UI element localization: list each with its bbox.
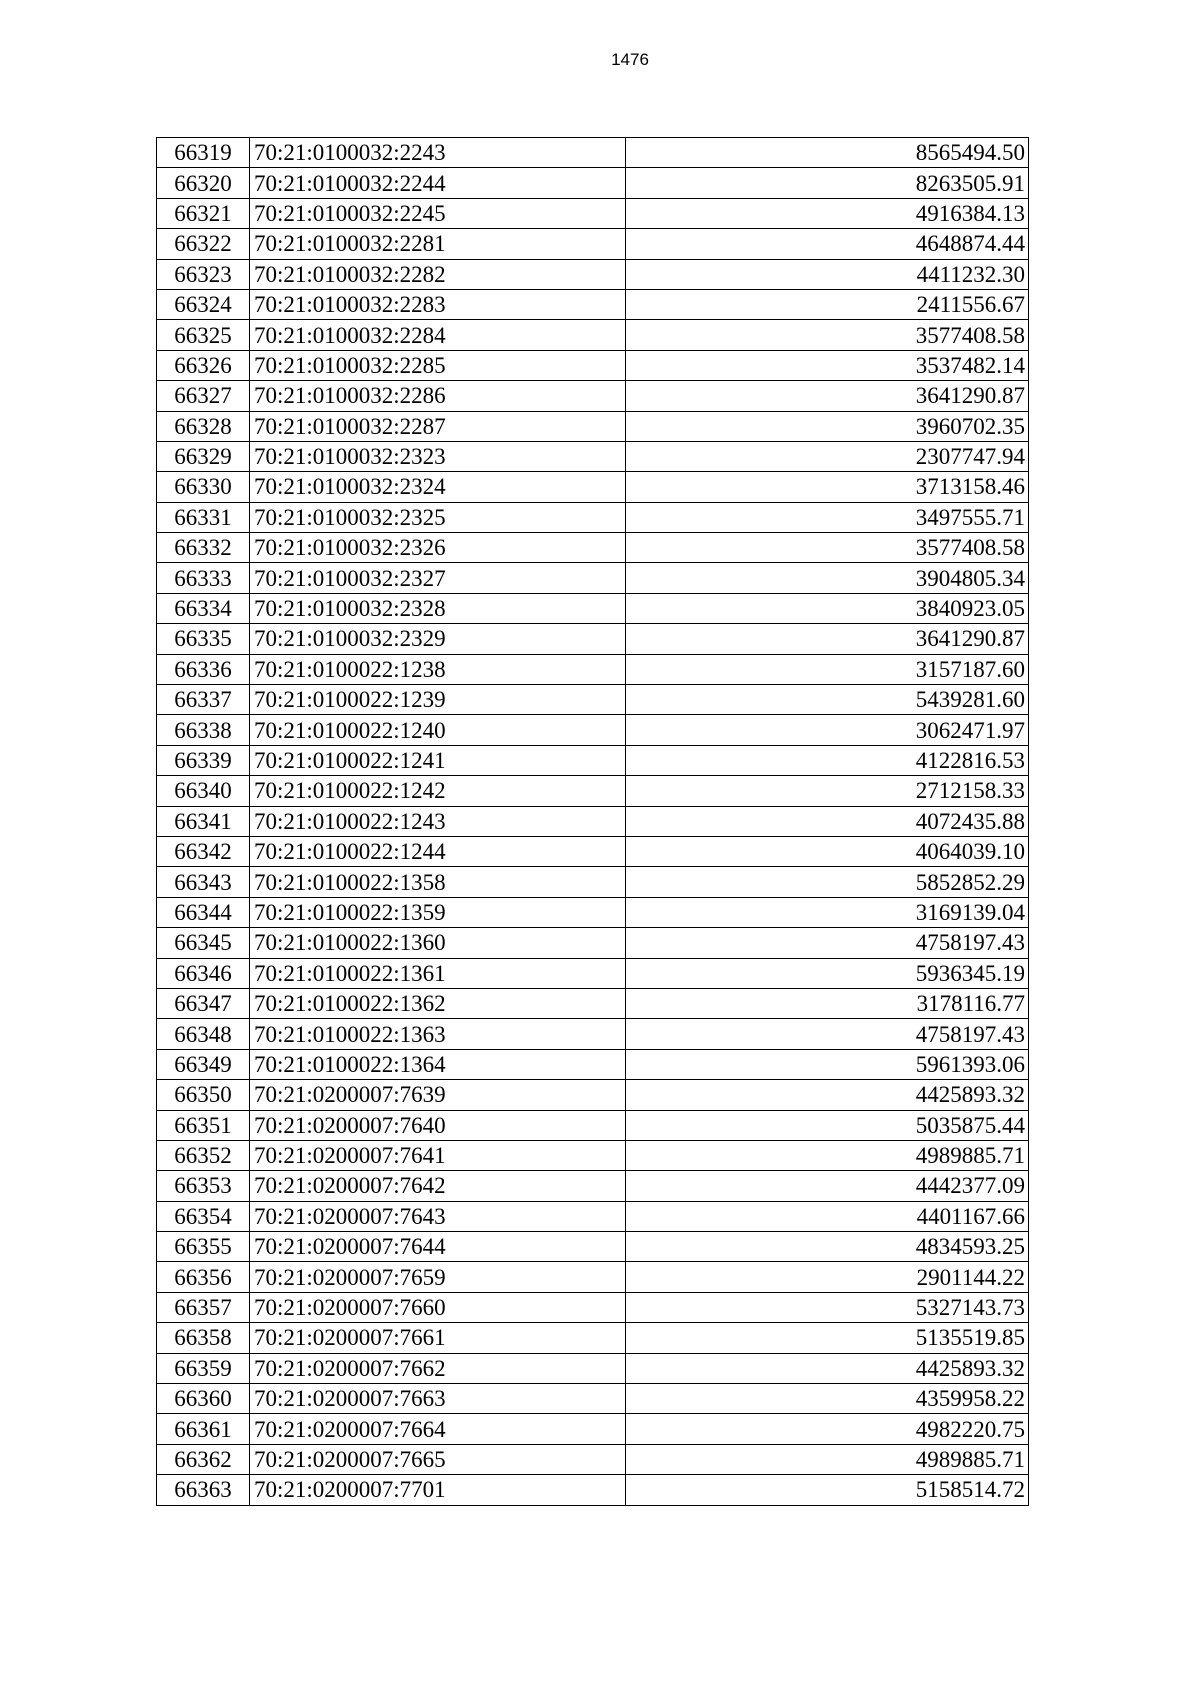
cadastral-number-cell: 70:21:0100032:2244: [250, 168, 626, 198]
cadastral-number-cell: 70:21:0200007:7701: [250, 1475, 626, 1505]
cadastral-number-cell: 70:21:0100022:1238: [250, 654, 626, 684]
table-row: [157, 502, 1029, 532]
value-cell: 3713158.46: [626, 472, 1029, 502]
cadastral-number-cell: 70:21:0200007:7644: [250, 1232, 626, 1262]
row-number-cell: 66363: [157, 1475, 250, 1505]
table-row: [157, 988, 1029, 1018]
row-number-cell: 66344: [157, 897, 250, 927]
value-cell: 2411556.67: [626, 289, 1029, 319]
value-cell: 4359958.22: [626, 1384, 1029, 1414]
table-row: [157, 1049, 1029, 1079]
row-number-cell: 66339: [157, 745, 250, 775]
table-row: [157, 654, 1029, 684]
cadastral-number-cell: 70:21:0100032:2328: [250, 593, 626, 623]
cadastral-number-cell: 70:21:0100032:2284: [250, 320, 626, 350]
table-row: [157, 1080, 1029, 1110]
cadastral-number-cell: 70:21:0100022:1364: [250, 1049, 626, 1079]
table-row: [157, 320, 1029, 350]
value-cell: 3577408.58: [626, 320, 1029, 350]
cadastral-number-cell: 70:21:0100022:1360: [250, 928, 626, 958]
table-row: [157, 1262, 1029, 1292]
row-number-cell: 66352: [157, 1140, 250, 1170]
row-number-cell: 66321: [157, 198, 250, 228]
table-row: [157, 350, 1029, 380]
table-row: [157, 685, 1029, 715]
table-row: [157, 381, 1029, 411]
table-row: [157, 1353, 1029, 1383]
cadastral-number-cell: 70:21:0100032:2286: [250, 381, 626, 411]
cadastral-number-cell: 70:21:0200007:7662: [250, 1353, 626, 1383]
value-cell: 5961393.06: [626, 1049, 1029, 1079]
cadastral-number-cell: 70:21:0100032:2281: [250, 229, 626, 259]
table-row: [157, 229, 1029, 259]
table-row: [157, 1323, 1029, 1353]
row-number-cell: 66360: [157, 1384, 250, 1414]
table-row: [157, 624, 1029, 654]
value-cell: 4758197.43: [626, 1019, 1029, 1049]
table-row: [157, 168, 1029, 198]
table-row: [157, 958, 1029, 988]
cadastral-number-cell: 70:21:0100032:2283: [250, 289, 626, 319]
value-cell: 4982220.75: [626, 1414, 1029, 1444]
value-cell: 5327143.73: [626, 1292, 1029, 1322]
value-cell: 8263505.91: [626, 168, 1029, 198]
row-number-cell: 66333: [157, 563, 250, 593]
value-cell: 3157187.60: [626, 654, 1029, 684]
table-row: [157, 1384, 1029, 1414]
value-cell: 4425893.32: [626, 1080, 1029, 1110]
table-row: [157, 1171, 1029, 1201]
cadastral-number-cell: 70:21:0200007:7663: [250, 1384, 626, 1414]
cadastral-number-cell: 70:21:0200007:7659: [250, 1262, 626, 1292]
row-number-cell: 66350: [157, 1080, 250, 1110]
value-cell: 3577408.58: [626, 533, 1029, 563]
value-cell: 3641290.87: [626, 624, 1029, 654]
row-number-cell: 66334: [157, 593, 250, 623]
row-number-cell: 66356: [157, 1262, 250, 1292]
cadastral-number-cell: 70:21:0100022:1361: [250, 958, 626, 988]
row-number-cell: 66324: [157, 289, 250, 319]
cadastral-number-cell: 70:21:0200007:7664: [250, 1414, 626, 1444]
value-cell: 3641290.87: [626, 381, 1029, 411]
table-row: [157, 138, 1029, 168]
table-row: [157, 897, 1029, 927]
value-cell: 5439281.60: [626, 685, 1029, 715]
cadastral-number-cell: 70:21:0100022:1240: [250, 715, 626, 745]
table-row: [157, 1232, 1029, 1262]
cadastral-number-cell: 70:21:0100022:1358: [250, 867, 626, 897]
value-cell: 5135519.85: [626, 1323, 1029, 1353]
value-cell: 5852852.29: [626, 867, 1029, 897]
table-row: [157, 1414, 1029, 1444]
value-cell: 4064039.10: [626, 836, 1029, 866]
cadastral-number-cell: 70:21:0200007:7639: [250, 1080, 626, 1110]
value-cell: 4758197.43: [626, 928, 1029, 958]
row-number-cell: 66351: [157, 1110, 250, 1140]
row-number-cell: 66329: [157, 441, 250, 471]
row-number-cell: 66338: [157, 715, 250, 745]
table-row: [157, 593, 1029, 623]
cadastral-number-cell: 70:21:0100022:1363: [250, 1019, 626, 1049]
cadastral-number-cell: 70:21:0100032:2245: [250, 198, 626, 228]
value-cell: 5936345.19: [626, 958, 1029, 988]
table-row: [157, 1140, 1029, 1170]
cadastral-number-cell: 70:21:0100022:1243: [250, 806, 626, 836]
table-row: [157, 928, 1029, 958]
table-row: [157, 533, 1029, 563]
cadastral-number-cell: 70:21:0200007:7641: [250, 1140, 626, 1170]
value-cell: 4648874.44: [626, 229, 1029, 259]
value-cell: 4989885.71: [626, 1444, 1029, 1474]
row-number-cell: 66349: [157, 1049, 250, 1079]
cadastral-number-cell: 70:21:0100022:1362: [250, 988, 626, 1018]
table-row: [157, 1292, 1029, 1322]
row-number-cell: 66357: [157, 1292, 250, 1322]
row-number-cell: 66353: [157, 1171, 250, 1201]
value-cell: 3904805.34: [626, 563, 1029, 593]
value-cell: 5035875.44: [626, 1110, 1029, 1140]
table-row: [157, 411, 1029, 441]
table-row: [157, 259, 1029, 289]
cadastral-number-cell: 70:21:0200007:7643: [250, 1201, 626, 1231]
table-row: [157, 1475, 1029, 1505]
row-number-cell: 66325: [157, 320, 250, 350]
table-row: [157, 289, 1029, 319]
value-cell: 2901144.22: [626, 1262, 1029, 1292]
row-number-cell: 66362: [157, 1444, 250, 1474]
row-number-cell: 66347: [157, 988, 250, 1018]
row-number-cell: 66331: [157, 502, 250, 532]
cadastral-number-cell: 70:21:0200007:7660: [250, 1292, 626, 1322]
row-number-cell: 66340: [157, 776, 250, 806]
row-number-cell: 66320: [157, 168, 250, 198]
cadastral-number-cell: 70:21:0100032:2326: [250, 533, 626, 563]
row-number-cell: 66337: [157, 685, 250, 715]
value-cell: 4425893.32: [626, 1353, 1029, 1383]
cadastral-number-cell: 70:21:0100032:2243: [250, 138, 626, 168]
row-number-cell: 66342: [157, 836, 250, 866]
value-cell: 8565494.50: [626, 138, 1029, 168]
cadastral-number-cell: 70:21:0100032:2324: [250, 472, 626, 502]
table-row: [157, 1019, 1029, 1049]
value-cell: 4916384.13: [626, 198, 1029, 228]
value-cell: 4989885.71: [626, 1140, 1029, 1170]
table-row: [157, 806, 1029, 836]
cadastral-number-cell: 70:21:0100022:1244: [250, 836, 626, 866]
row-number-cell: 66328: [157, 411, 250, 441]
table-row: [157, 441, 1029, 471]
row-number-cell: 66355: [157, 1232, 250, 1262]
table-row: [157, 776, 1029, 806]
cadastral-number-cell: 70:21:0100032:2329: [250, 624, 626, 654]
cadastral-number-cell: 70:21:0100022:1242: [250, 776, 626, 806]
row-number-cell: 66336: [157, 654, 250, 684]
table-row: [157, 715, 1029, 745]
table-body: [157, 138, 1029, 1506]
row-number-cell: 66359: [157, 1353, 250, 1383]
table-row: [157, 563, 1029, 593]
table-row: [157, 867, 1029, 897]
cadastral-number-cell: 70:21:0100032:2325: [250, 502, 626, 532]
row-number-cell: 66335: [157, 624, 250, 654]
cadastral-number-cell: 70:21:0100032:2327: [250, 563, 626, 593]
cadastral-number-cell: 70:21:0100032:2287: [250, 411, 626, 441]
row-number-cell: 66345: [157, 928, 250, 958]
row-number-cell: 66346: [157, 958, 250, 988]
cadastral-value-table: [156, 137, 1029, 1506]
row-number-cell: 66323: [157, 259, 250, 289]
table-row: [157, 1110, 1029, 1140]
value-cell: 4401167.66: [626, 1201, 1029, 1231]
row-number-cell: 66327: [157, 381, 250, 411]
value-cell: 3062471.97: [626, 715, 1029, 745]
cadastral-number-cell: 70:21:0200007:7665: [250, 1444, 626, 1474]
cadastral-number-cell: 70:21:0200007:7661: [250, 1323, 626, 1353]
cadastral-number-cell: 70:21:0200007:7642: [250, 1171, 626, 1201]
row-number-cell: 66332: [157, 533, 250, 563]
cadastral-number-cell: 70:21:0100022:1359: [250, 897, 626, 927]
value-cell: 4834593.25: [626, 1232, 1029, 1262]
table-row: [157, 472, 1029, 502]
value-cell: 2307747.94: [626, 441, 1029, 471]
row-number-cell: 66322: [157, 229, 250, 259]
cadastral-number-cell: 70:21:0200007:7640: [250, 1110, 626, 1140]
table-row: [157, 198, 1029, 228]
value-cell: 3169139.04: [626, 897, 1029, 927]
table-row: [157, 1444, 1029, 1474]
page-number: 1476: [611, 50, 649, 69]
row-number-cell: 66343: [157, 867, 250, 897]
row-number-cell: 66341: [157, 806, 250, 836]
value-cell: 3840923.05: [626, 593, 1029, 623]
value-cell: 4072435.88: [626, 806, 1029, 836]
value-cell: 4122816.53: [626, 745, 1029, 775]
row-number-cell: 66319: [157, 138, 250, 168]
value-cell: 3960702.35: [626, 411, 1029, 441]
row-number-cell: 66326: [157, 350, 250, 380]
value-cell: 3497555.71: [626, 502, 1029, 532]
table-row: [157, 745, 1029, 775]
row-number-cell: 66358: [157, 1323, 250, 1353]
cadastral-number-cell: 70:21:0100022:1241: [250, 745, 626, 775]
row-number-cell: 66330: [157, 472, 250, 502]
value-cell: 3537482.14: [626, 350, 1029, 380]
cadastral-number-cell: 70:21:0100032:2285: [250, 350, 626, 380]
value-cell: 3178116.77: [626, 988, 1029, 1018]
value-cell: 4411232.30: [626, 259, 1029, 289]
row-number-cell: 66354: [157, 1201, 250, 1231]
value-cell: 5158514.72: [626, 1475, 1029, 1505]
cadastral-number-cell: 70:21:0100032:2323: [250, 441, 626, 471]
value-cell: 4442377.09: [626, 1171, 1029, 1201]
cadastral-number-cell: 70:21:0100022:1239: [250, 685, 626, 715]
value-cell: 2712158.33: [626, 776, 1029, 806]
row-number-cell: 66348: [157, 1019, 250, 1049]
table-row: [157, 836, 1029, 866]
row-number-cell: 66361: [157, 1414, 250, 1444]
table-row: [157, 1201, 1029, 1231]
cadastral-number-cell: 70:21:0100032:2282: [250, 259, 626, 289]
